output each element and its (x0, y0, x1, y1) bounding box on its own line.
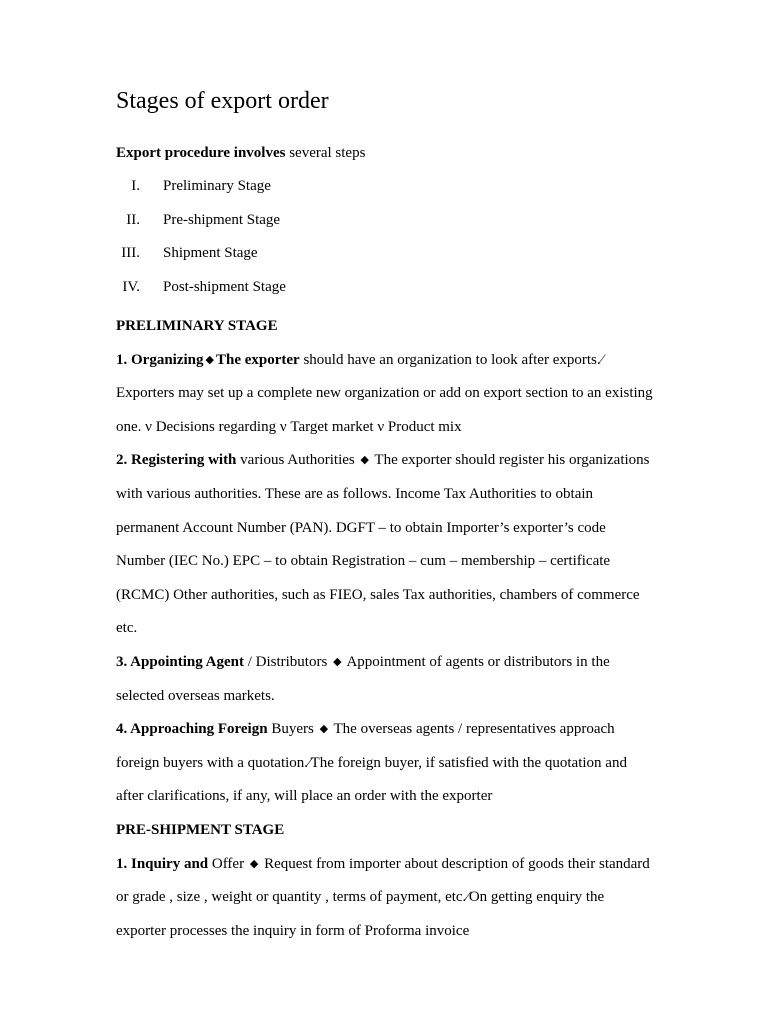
diamond-bullet-icon: ◆ (249, 857, 259, 870)
paragraph-line: exporter processes the inquiry in form of Proforma invoice (116, 922, 470, 939)
list-item-label: Preliminary Stage (163, 178, 271, 194)
paragraph-line (116, 444, 681, 478)
section-heading-preshipment (116, 814, 681, 848)
paragraph-line: after clarifications, if any, will place an order with the exporter (116, 788, 493, 805)
body-text (116, 310, 681, 948)
heading-text: PRELIMINARY STAGE (116, 318, 278, 334)
paragraph-text: The overseas agents / representatives approach (330, 721, 615, 738)
intro-bold: Export procedure involves (116, 145, 286, 161)
paragraph-line: selected overseas markets. (116, 687, 275, 704)
paragraph-line: Number (IEC No.) EPC – to obtain Registration – cum – membership – certificate (116, 553, 611, 570)
paragraph-text: Request from importer about description of goods their standard (260, 855, 650, 872)
page-title: Stages of export order (116, 88, 329, 114)
paragraph-inquiry (116, 848, 681, 949)
paragraph-line: permanent Account Number (PAN). DGFT – to obtain Importer’s exporter’s code (116, 519, 606, 536)
diamond-bullet-icon: ◆ (319, 723, 329, 736)
diamond-bullet-icon: ◆ (360, 454, 369, 467)
paragraph-line: Exporters may set up a complete new organization or add on export section to an existing (116, 385, 653, 402)
list-item-number: IV. (122, 278, 140, 295)
paragraph-text: The exporter should register his organizations (370, 452, 650, 469)
list-item-label: Pre-shipment Stage (163, 211, 281, 228)
paragraph-line: one. ν Decisions regarding ν Target market ν Product mix (116, 418, 462, 435)
paragraph-line: foreign buyers with a quotation.⁄The foreign buyer, if satisfied with the quotation and (116, 754, 627, 771)
paragraph-organizing (116, 344, 681, 445)
paragraph-text: Offer (208, 855, 248, 872)
paragraph-text: Buyers (267, 721, 318, 738)
diamond-bullet-icon: ◆ (333, 655, 342, 668)
paragraph-text: should have an organization to look after exports.⁄ (299, 351, 604, 368)
paragraph-line (116, 646, 681, 680)
paragraph-registering (116, 444, 681, 646)
bold-text: 1. Organizing (116, 351, 204, 368)
intro-rest: several steps (285, 145, 366, 161)
paragraph-appointing (116, 646, 681, 713)
paragraph-text: / Distributors (243, 653, 332, 670)
bold-text: 3. Appointing Agent (116, 653, 244, 670)
paragraph-line: (RCMC) Other authorities, such as FIEO, sales Tax authorities, chambers of commerce (116, 586, 640, 603)
bold-text: 1. Inquiry and (116, 855, 209, 872)
list-item-number: II. (126, 211, 140, 228)
paragraph-line: or grade , size , weight or quantity , terms of payment, etc.⁄On getting enquiry the (116, 889, 605, 906)
section-heading-preliminary (116, 310, 681, 344)
paragraph-text: Appointment of agents or distributors in the (343, 653, 610, 670)
list-item-number: I. (131, 178, 140, 194)
paragraph-text: various Authorities (236, 452, 359, 469)
bold-text: The exporter (215, 351, 300, 368)
paragraph-line (116, 713, 681, 747)
paragraph-line: with various authorities. These are as follows. Income Tax Authorities to obtain (116, 485, 594, 502)
bold-text: 2. Registering with (116, 452, 237, 469)
heading-text: PRE-SHIPMENT STAGE (116, 821, 285, 838)
list-item-label: Post-shipment Stage (163, 278, 286, 295)
paragraph-line: etc. (116, 620, 138, 637)
paragraph-line (116, 848, 681, 882)
paragraph-approaching (116, 713, 681, 814)
intro-line (116, 143, 365, 163)
diamond-bullet-icon: ◆ (205, 353, 214, 366)
list-item-label: Shipment Stage (163, 245, 258, 262)
paragraph-line (116, 344, 681, 378)
bold-text: 4. Approaching Foreign (116, 721, 268, 738)
list-item-number: III. (121, 245, 140, 262)
